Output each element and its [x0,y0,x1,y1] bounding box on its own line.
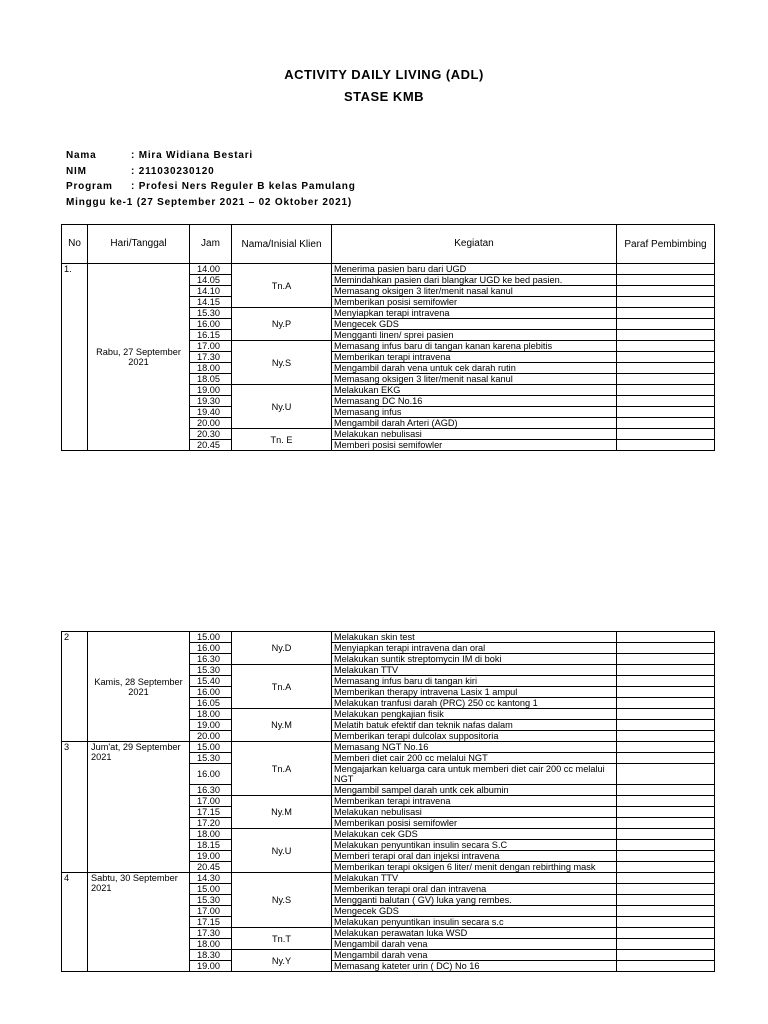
cell-jam: 20.45 [190,440,232,451]
cell-paraf [617,418,715,429]
cell-kegiatan: Memberi terapi oral dan injeksi intravena [332,851,617,862]
cell-kegiatan: Melakukan TTV [332,665,617,676]
cell-jam: 16.30 [190,785,232,796]
cell-jam: 17.30 [190,928,232,939]
cell-jam: 16.00 [190,764,232,785]
cell-jam: 17.00 [190,341,232,352]
cell-paraf [617,917,715,928]
cell-jam: 20.45 [190,862,232,873]
cell-kegiatan: Melakukan penyuntikan insulin secara s.c [332,917,617,928]
cell-kegiatan: Melakukan EKG [332,385,617,396]
cell-paraf [617,950,715,961]
cell-jam: 15.40 [190,676,232,687]
cell-jam: 14.05 [190,275,232,286]
cell-paraf [617,895,715,906]
cell-paraf [617,939,715,950]
cell-klien: Tn.T [232,928,332,950]
info-label: Nama [66,150,97,161]
cell-hari: Rabu, 27 September 2021 [88,264,190,451]
cell-jam: 16.00 [190,643,232,654]
info-nama [66,150,253,161]
cell-jam: 15.00 [190,742,232,753]
cell-hari: Sabtu, 30 September 2021 [88,873,190,972]
cell-kegiatan: Memasang infus [332,407,617,418]
cell-kegiatan: Memasang DC No.16 [332,396,617,407]
cell-jam: 20.00 [190,418,232,429]
cell-kegiatan: Memasang kateter urin ( DC) No 16 [332,961,617,972]
cell-paraf [617,330,715,341]
cell-no: 1. [62,264,88,451]
cell-jam: 14.30 [190,873,232,884]
cell-jam: 14.15 [190,297,232,308]
cell-paraf [617,796,715,807]
cell-klien: Tn.A [232,264,332,308]
cell-paraf [617,687,715,698]
cell-jam: 18.00 [190,829,232,840]
header-jam: Jam [190,225,232,264]
cell-jam: 18.30 [190,950,232,961]
cell-kegiatan: Memberikan terapi dulcolax suppositoria [332,731,617,742]
info-value: : Profesi Ners Reguler B kelas Pamulang [131,181,356,192]
cell-kegiatan: Mengecek GDS [332,906,617,917]
cell-jam: 15.30 [190,308,232,319]
cell-kegiatan: Melakukan skin test [332,632,617,643]
cell-kegiatan: Mengajarkan keluarga cara untuk memberi diet cair 200 cc melalui NGT [332,764,617,785]
cell-jam: 15.00 [190,632,232,643]
header-kegiatan: Kegiatan [332,225,617,264]
info-label: NIM [66,166,87,177]
cell-jam: 17.15 [190,917,232,928]
cell-kegiatan: Memberi diet cair 200 cc melalui NGT [332,753,617,764]
cell-paraf [617,643,715,654]
cell-paraf [617,829,715,840]
cell-paraf [617,275,715,286]
info-label: Program [66,181,113,192]
cell-kegiatan: Memberikan terapi intravena [332,796,617,807]
table-body-page2 [62,632,715,972]
cell-kegiatan: Menyiapkan terapi intravena dan oral [332,643,617,654]
cell-kegiatan: Mengambil sampel darah untk cek albumin [332,785,617,796]
cell-paraf [617,873,715,884]
cell-kegiatan: Melakukan cek GDS [332,829,617,840]
table-row [62,264,715,275]
cell-klien: Ny.Y [232,950,332,972]
cell-jam: 15.30 [190,753,232,764]
document-title: ACTIVITY DAILY LIVING (ADL) [284,67,484,82]
cell-jam: 14.00 [190,264,232,275]
cell-klien: Tn.A [232,665,332,709]
cell-jam: 16.15 [190,330,232,341]
cell-paraf [617,429,715,440]
cell-jam: 18.00 [190,363,232,374]
cell-jam: 19.00 [190,851,232,862]
cell-jam: 17.00 [190,906,232,917]
document-subtitle: STASE KMB [343,89,425,104]
cell-jam: 16.00 [190,687,232,698]
cell-kegiatan: Melakukan perawatan luka WSD [332,928,617,939]
cell-hari: Jum'at, 29 September 2021 [88,742,190,873]
cell-kegiatan: Memberikan therapy intravena Lasix 1 ampul [332,687,617,698]
header-no: No [62,225,88,264]
table-header-row [62,225,715,264]
table-body-page1 [62,264,715,451]
cell-kegiatan: Mengganti linen/ sprei pasien [332,330,617,341]
cell-paraf [617,906,715,917]
cell-kegiatan: Melakukan TTV [332,873,617,884]
cell-kegiatan: Memberikan terapi oral dan intravena [332,884,617,895]
cell-paraf [617,731,715,742]
cell-paraf [617,851,715,862]
cell-jam: 19.40 [190,407,232,418]
cell-klien: Ny.P [232,308,332,341]
info-week: Minggu ke-1 (27 September 2021 – 02 Oktober 2021) [66,197,352,208]
cell-paraf [617,374,715,385]
cell-paraf [617,753,715,764]
cell-jam: 18.05 [190,374,232,385]
adl-table-page2 [61,631,715,972]
cell-paraf [617,308,715,319]
cell-klien: Tn. E [232,429,332,451]
cell-klien: Ny.U [232,829,332,873]
cell-paraf [617,654,715,665]
cell-jam: 16.00 [190,319,232,330]
cell-klien: Ny.M [232,796,332,829]
cell-kegiatan: Melakukan nebulisasi [332,429,617,440]
adl-table-page1 [61,224,715,451]
cell-jam: 15.00 [190,884,232,895]
cell-kegiatan: Memasang oksigen 3 liter/menit nasal kanul [332,374,617,385]
cell-kegiatan: Memberi posisi semifowler [332,440,617,451]
cell-kegiatan: Memasang oksigen 3 liter/menit nasal kanul [332,286,617,297]
cell-paraf [617,884,715,895]
cell-klien: Ny.U [232,385,332,429]
cell-paraf [617,264,715,275]
cell-jam: 14.10 [190,286,232,297]
cell-jam: 19.00 [190,720,232,731]
cell-paraf [617,665,715,676]
cell-paraf [617,385,715,396]
cell-paraf [617,862,715,873]
cell-paraf [617,319,715,330]
cell-paraf [617,352,715,363]
cell-kegiatan: Melatih batuk efektif dan teknik nafas dalam [332,720,617,731]
cell-kegiatan: Melakukan suntik streptomycin IM di boki [332,654,617,665]
cell-hari: Kamis, 28 September 2021 [88,632,190,742]
cell-kegiatan: Memasang NGT No.16 [332,742,617,753]
cell-jam: 16.30 [190,654,232,665]
cell-paraf [617,709,715,720]
cell-jam: 19.00 [190,961,232,972]
cell-paraf [617,396,715,407]
cell-kegiatan: Mengambil darah vena untuk cek darah rutin [332,363,617,374]
cell-jam: 20.30 [190,429,232,440]
cell-paraf [617,840,715,851]
cell-kegiatan: Menerima pasien baru dari UGD [332,264,617,275]
cell-kegiatan: Memberikan posisi semifowler [332,297,617,308]
cell-paraf [617,818,715,829]
cell-klien: Ny.D [232,632,332,665]
cell-kegiatan: Memindahkan pasien dari blangkar UGD ke bed pasien. [332,275,617,286]
cell-paraf [617,720,715,731]
info-value: : 211030230120 [131,166,215,177]
cell-kegiatan: Melakukan penyuntikan insulin secara S.C [332,840,617,851]
cell-klien: Ny.S [232,341,332,385]
info-value: : Mira Widiana Bestari [131,150,253,161]
cell-jam: 17.20 [190,818,232,829]
cell-paraf [617,807,715,818]
header-klien: Nama/Inisial Klien [232,225,332,264]
cell-paraf [617,363,715,374]
cell-jam: 18.00 [190,709,232,720]
cell-kegiatan: Memberikan posisi semifowler [332,818,617,829]
cell-kegiatan: Melakukan pengkajian fisik [332,709,617,720]
cell-jam: 19.00 [190,385,232,396]
cell-jam: 17.00 [190,796,232,807]
info-program [66,181,356,192]
cell-no: 3 [62,742,88,873]
header-paraf: Paraf Pembimbing [617,225,715,264]
cell-paraf [617,286,715,297]
cell-klien: Tn.A [232,742,332,796]
cell-jam: 19.30 [190,396,232,407]
cell-jam: 16.05 [190,698,232,709]
cell-kegiatan: Melakukan nebulisasi [332,807,617,818]
cell-paraf [617,676,715,687]
cell-jam: 20.00 [190,731,232,742]
cell-kegiatan: Mengecek GDS [332,319,617,330]
cell-jam: 18.00 [190,939,232,950]
cell-kegiatan: Menyiapkan terapi intravena [332,308,617,319]
cell-jam: 15.30 [190,665,232,676]
header-hari: Hari/Tanggal [88,225,190,264]
cell-jam: 17.30 [190,352,232,363]
cell-kegiatan: Memberikan terapi intravena [332,352,617,363]
cell-paraf [617,440,715,451]
cell-kegiatan: Mengambil darah vena [332,939,617,950]
cell-paraf [617,297,715,308]
cell-kegiatan: Mengganti balutan ( GV) luka yang rembes. [332,895,617,906]
cell-paraf [617,407,715,418]
cell-kegiatan: Memasang infus baru di tangan kiri [332,676,617,687]
cell-kegiatan: Memberikan terapi oksigen 6 liter/ menit dengan rebirthing mask [332,862,617,873]
cell-paraf [617,698,715,709]
table-row [62,742,715,753]
cell-paraf [617,961,715,972]
cell-jam: 17.15 [190,807,232,818]
cell-kegiatan: Memasang infus baru di tangan kanan karena plebitis [332,341,617,352]
cell-no: 2 [62,632,88,742]
table-row [62,632,715,643]
cell-kegiatan: Mengambil darah vena [332,950,617,961]
cell-jam: 15.30 [190,895,232,906]
cell-paraf [617,785,715,796]
info-nim [66,166,215,177]
cell-kegiatan: Melakukan tranfusi darah (PRC) 250 cc kantong 1 [332,698,617,709]
cell-jam: 18.15 [190,840,232,851]
cell-paraf [617,764,715,785]
cell-no: 4 [62,873,88,972]
cell-paraf [617,742,715,753]
cell-paraf [617,632,715,643]
table-row [62,873,715,884]
cell-paraf [617,928,715,939]
cell-klien: Ny.M [232,709,332,742]
cell-paraf [617,341,715,352]
cell-klien: Ny.S [232,873,332,928]
cell-kegiatan: Mengambil darah Arteri (AGD) [332,418,617,429]
